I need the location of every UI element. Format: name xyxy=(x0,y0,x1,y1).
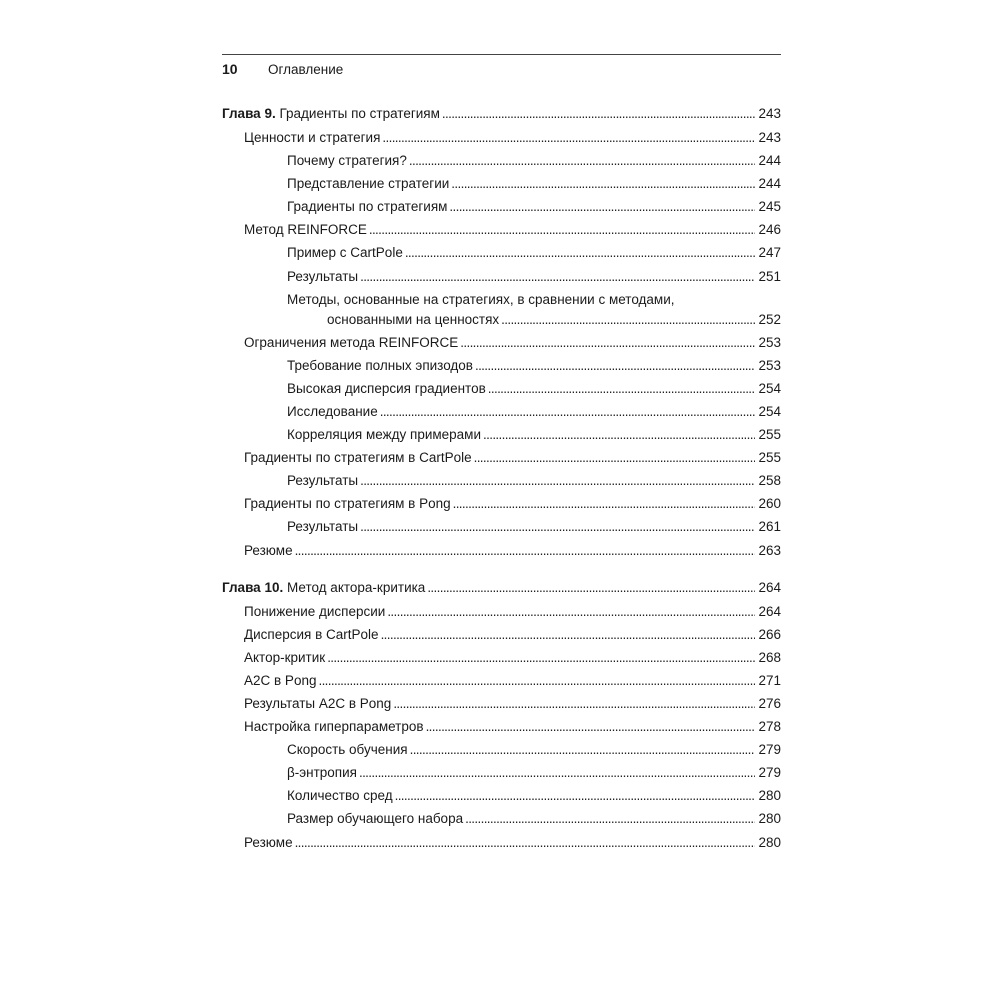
dot-leader xyxy=(453,492,755,515)
toc-entry xyxy=(222,807,781,830)
toc-page-number: 255 xyxy=(758,427,781,443)
dot-leader xyxy=(483,423,755,446)
toc-page-number: 260 xyxy=(758,496,781,512)
dot-leader xyxy=(360,469,755,492)
toc-entry-text: A2C в Pong xyxy=(244,672,317,688)
dot-leader xyxy=(327,646,755,669)
toc-page-number: 264 xyxy=(758,603,781,619)
toc-entry xyxy=(222,646,781,669)
toc-entry xyxy=(222,738,781,761)
toc-entry-text: Высокая дисперсия градиентов xyxy=(287,380,486,396)
toc-entry xyxy=(222,354,781,377)
dot-leader xyxy=(405,241,755,264)
toc-page-number: 268 xyxy=(758,649,781,665)
dot-leader xyxy=(381,623,755,646)
toc-chapter xyxy=(222,101,781,562)
toc-entry-text: Методы, основанные на стратегиях, в сравнении с методами, xyxy=(287,291,675,307)
toc-entry-text: Градиенты по стратегиям xyxy=(287,199,448,215)
dot-leader xyxy=(295,831,755,854)
toc-entry-text: Корреляция между примерами xyxy=(287,427,482,443)
toc-entry xyxy=(222,265,781,288)
toc-page-number: 254 xyxy=(758,403,781,419)
toc-page-number: 245 xyxy=(758,199,781,215)
toc-page-number: 254 xyxy=(758,380,781,396)
toc-page-number: 258 xyxy=(758,473,781,489)
dot-leader xyxy=(382,126,755,149)
toc-entry xyxy=(222,218,781,241)
dot-leader xyxy=(409,149,755,172)
dot-leader xyxy=(501,310,755,330)
running-head-title: Оглавление xyxy=(268,62,344,77)
toc-entry-text: Почему стратегия? xyxy=(287,153,407,169)
toc-entry-text: Представление стратегии xyxy=(287,176,450,192)
toc-page-number: 276 xyxy=(758,695,781,711)
toc-entry-text-continued: основанными на ценностях xyxy=(327,311,500,327)
chapter-title: Градиенты по стратегиям xyxy=(279,106,440,121)
toc-page-number: 278 xyxy=(758,719,781,735)
toc-entry-text: Понижение дисперсии xyxy=(244,603,386,619)
toc-entry-text: Градиенты по стратегиям в Pong xyxy=(244,496,451,512)
toc-entry xyxy=(222,784,781,807)
toc-entry xyxy=(222,761,781,784)
dot-leader xyxy=(449,195,755,218)
toc-page-number: 271 xyxy=(758,672,781,688)
toc-entry-text: Метод REINFORCE xyxy=(244,222,367,238)
toc-entry xyxy=(222,241,781,264)
dot-leader xyxy=(359,761,755,784)
toc-entry xyxy=(222,195,781,218)
toc-entry xyxy=(222,539,781,562)
page-number: 10 xyxy=(222,61,238,77)
dot-leader xyxy=(295,539,755,562)
toc-entry xyxy=(222,715,781,738)
dot-leader xyxy=(488,377,755,400)
toc-entry xyxy=(222,831,781,854)
dot-leader xyxy=(474,446,755,469)
toc-page-number: 253 xyxy=(758,334,781,350)
toc-entry xyxy=(222,669,781,692)
dot-leader xyxy=(387,600,755,623)
dot-leader xyxy=(475,354,755,377)
toc-entry-text: Ограничения метода REINFORCE xyxy=(244,334,459,350)
running-head xyxy=(222,54,781,85)
dot-leader xyxy=(369,218,755,241)
toc-chapter-heading xyxy=(222,575,781,600)
toc-entry-text: Исследование xyxy=(287,403,378,419)
toc-entry xyxy=(222,469,781,492)
toc-entry xyxy=(222,446,781,469)
toc-entry xyxy=(222,126,781,149)
toc-page-number: 263 xyxy=(758,542,781,558)
dot-leader xyxy=(451,172,755,195)
toc-page-number: 255 xyxy=(758,450,781,466)
book-page xyxy=(222,0,781,1000)
toc-entry-text: Актор-критик xyxy=(244,649,326,665)
toc-entry-text: Результаты xyxy=(287,268,359,284)
toc-page-number: 279 xyxy=(758,765,781,781)
toc-entry xyxy=(222,515,781,538)
dot-leader xyxy=(380,400,755,423)
toc-page-number: 280 xyxy=(758,788,781,804)
toc-page-number: 246 xyxy=(758,222,781,238)
toc-entry xyxy=(222,400,781,423)
toc-entry-text: Пример с CartPole xyxy=(287,245,403,261)
dot-leader xyxy=(410,738,755,761)
toc-entry-text: Результаты xyxy=(287,519,359,535)
dot-leader xyxy=(460,331,755,354)
dot-leader xyxy=(318,669,755,692)
dot-leader xyxy=(465,807,755,830)
toc-entry xyxy=(222,600,781,623)
toc-entry-text: Дисперсия в CartPole xyxy=(244,626,379,642)
toc-entry xyxy=(222,623,781,646)
toc-entry xyxy=(222,492,781,515)
chapter-label: Глава 9. xyxy=(222,106,276,121)
toc-entry xyxy=(222,172,781,195)
toc-entry-text: Результаты xyxy=(287,473,359,489)
toc-entry-text: Результаты A2C в Pong xyxy=(244,695,392,711)
dot-leader xyxy=(442,101,755,126)
toc-page-number: 280 xyxy=(758,811,781,827)
toc-page-number: 280 xyxy=(758,834,781,850)
toc-chapter-heading xyxy=(222,101,781,126)
toc-page-number: 244 xyxy=(758,176,781,192)
dot-leader xyxy=(393,692,755,715)
dot-leader xyxy=(427,575,755,600)
chapter-label: Глава 10. xyxy=(222,579,284,595)
toc-entry xyxy=(222,377,781,400)
dot-leader xyxy=(360,265,755,288)
table-of-contents xyxy=(222,101,781,854)
toc-page-number: 253 xyxy=(758,357,781,373)
toc-entry-text: Требование полных эпизодов xyxy=(287,357,473,373)
toc-entry-text: Настройка гиперпараметров xyxy=(244,719,424,735)
toc-entry-text: Резюме xyxy=(244,834,293,850)
dot-leader xyxy=(360,515,755,538)
toc-entry-text: Градиенты по стратегиям в CartPole xyxy=(244,450,472,466)
toc-page-number: 261 xyxy=(758,519,781,535)
toc-entry-text: Резюме xyxy=(244,542,293,558)
toc-entry xyxy=(222,331,781,354)
toc-entry xyxy=(222,288,781,331)
chapter-title: Метод актора-критика xyxy=(286,579,426,595)
toc-entry xyxy=(222,423,781,446)
toc-entry-text: Размер обучающего набора xyxy=(287,811,464,827)
dot-leader xyxy=(395,784,755,807)
toc-page-number: 266 xyxy=(758,626,781,642)
toc-entry xyxy=(222,692,781,715)
dot-leader xyxy=(426,715,755,738)
toc-page-number: 244 xyxy=(758,153,781,169)
toc-entry-text: Количество сред xyxy=(287,788,393,804)
toc-page-number: 247 xyxy=(758,245,781,261)
toc-page-number: 243 xyxy=(758,106,781,121)
toc-entry-text: Скорость обучения xyxy=(287,742,408,758)
toc-entry xyxy=(222,149,781,172)
toc-page-number: 279 xyxy=(758,742,781,758)
toc-page-number: 264 xyxy=(758,579,781,595)
toc-entry-text: Ценности и стратегия xyxy=(244,130,381,145)
toc-chapter xyxy=(222,575,781,854)
toc-page-number: 243 xyxy=(758,130,781,145)
toc-entry-text: β-энтропия xyxy=(287,765,357,781)
toc-page-number: 251 xyxy=(758,268,781,284)
toc-page-number: 252 xyxy=(758,311,781,327)
